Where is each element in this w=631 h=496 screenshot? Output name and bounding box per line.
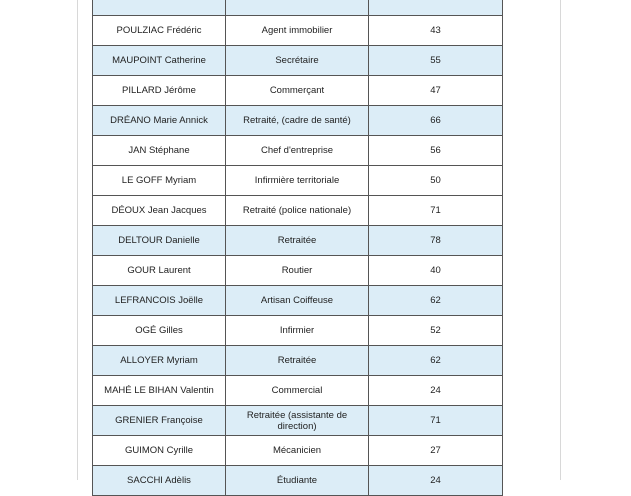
age-cell: 55 bbox=[369, 46, 503, 76]
name-cell: PILLARD Jérôme bbox=[93, 76, 226, 106]
name-cell: GRENIER Françoise bbox=[93, 406, 226, 436]
profession-cell: Retraité (police nationale) bbox=[226, 196, 369, 226]
age-cell: 71 bbox=[369, 196, 503, 226]
age-cell: 40 bbox=[369, 256, 503, 286]
table-row bbox=[93, 406, 503, 436]
name-cell: OGÉ Gilles bbox=[93, 316, 226, 346]
age-cell: 27 bbox=[369, 436, 503, 466]
table-row bbox=[93, 0, 503, 16]
table-row bbox=[93, 76, 503, 106]
candidate-table bbox=[92, 0, 503, 496]
name-cell: LEFRANCOIS Joëlle bbox=[93, 286, 226, 316]
profession-cell: Infirmière territoriale bbox=[226, 166, 369, 196]
name-cell: GUIMON Cyrille bbox=[93, 436, 226, 466]
name-cell: MAHÉ LE BIHAN Valentin bbox=[93, 376, 226, 406]
age-cell: 62 bbox=[369, 346, 503, 376]
profession-cell: Retraitée (assistante de direction) bbox=[226, 406, 369, 436]
profession-cell: Commerçant bbox=[226, 76, 369, 106]
table-row bbox=[93, 376, 503, 406]
table-row bbox=[93, 136, 503, 166]
name-cell: DRÉANO Marie Annick bbox=[93, 106, 226, 136]
age-cell: 24 bbox=[369, 376, 503, 406]
table-row bbox=[93, 106, 503, 136]
profession-cell: Retraité, (cadre de santé) bbox=[226, 106, 369, 136]
table-row bbox=[93, 46, 503, 76]
age-cell: 56 bbox=[369, 136, 503, 166]
profession-cell: Routier bbox=[226, 256, 369, 286]
profession-cell: Infirmier bbox=[226, 316, 369, 346]
age-cell: 43 bbox=[369, 16, 503, 46]
table-row bbox=[93, 166, 503, 196]
profession-cell: Agent immobilier bbox=[226, 16, 369, 46]
table-row bbox=[93, 316, 503, 346]
profession-cell: Retraitée bbox=[226, 346, 369, 376]
profession-cell bbox=[226, 0, 369, 16]
name-cell: SACCHI Adèlis bbox=[93, 466, 226, 496]
table-row bbox=[93, 346, 503, 376]
age-cell: 66 bbox=[369, 106, 503, 136]
table-row bbox=[93, 436, 503, 466]
table-row bbox=[93, 226, 503, 256]
name-cell: MAUPOINT Catherine bbox=[93, 46, 226, 76]
profession-cell: Étudiante bbox=[226, 466, 369, 496]
age-cell: 62 bbox=[369, 286, 503, 316]
table-row bbox=[93, 286, 503, 316]
table-row bbox=[93, 16, 503, 46]
profession-cell: Secrétaire bbox=[226, 46, 369, 76]
name-cell: DÉOUX Jean Jacques bbox=[93, 196, 226, 226]
name-cell bbox=[93, 0, 226, 16]
age-cell: 52 bbox=[369, 316, 503, 346]
table-row bbox=[93, 466, 503, 496]
name-cell: GOUR Laurent bbox=[93, 256, 226, 286]
profession-cell: Retraitée bbox=[226, 226, 369, 256]
age-cell bbox=[369, 0, 503, 16]
name-cell: DELTOUR Danielle bbox=[93, 226, 226, 256]
name-cell: LE GOFF Myriam bbox=[93, 166, 226, 196]
age-cell: 71 bbox=[369, 406, 503, 436]
table-row bbox=[93, 256, 503, 286]
table-row bbox=[93, 196, 503, 226]
name-cell: JAN Stéphane bbox=[93, 136, 226, 166]
age-cell: 47 bbox=[369, 76, 503, 106]
profession-cell: Chef d'entreprise bbox=[226, 136, 369, 166]
age-cell: 50 bbox=[369, 166, 503, 196]
profession-cell: Commercial bbox=[226, 376, 369, 406]
name-cell: POULZIAC Frédéric bbox=[93, 16, 226, 46]
age-cell: 24 bbox=[369, 466, 503, 496]
profession-cell: Artisan Coiffeuse bbox=[226, 286, 369, 316]
profession-cell: Mécanicien bbox=[226, 436, 369, 466]
name-cell: ALLOYER Myriam bbox=[93, 346, 226, 376]
age-cell: 78 bbox=[369, 226, 503, 256]
